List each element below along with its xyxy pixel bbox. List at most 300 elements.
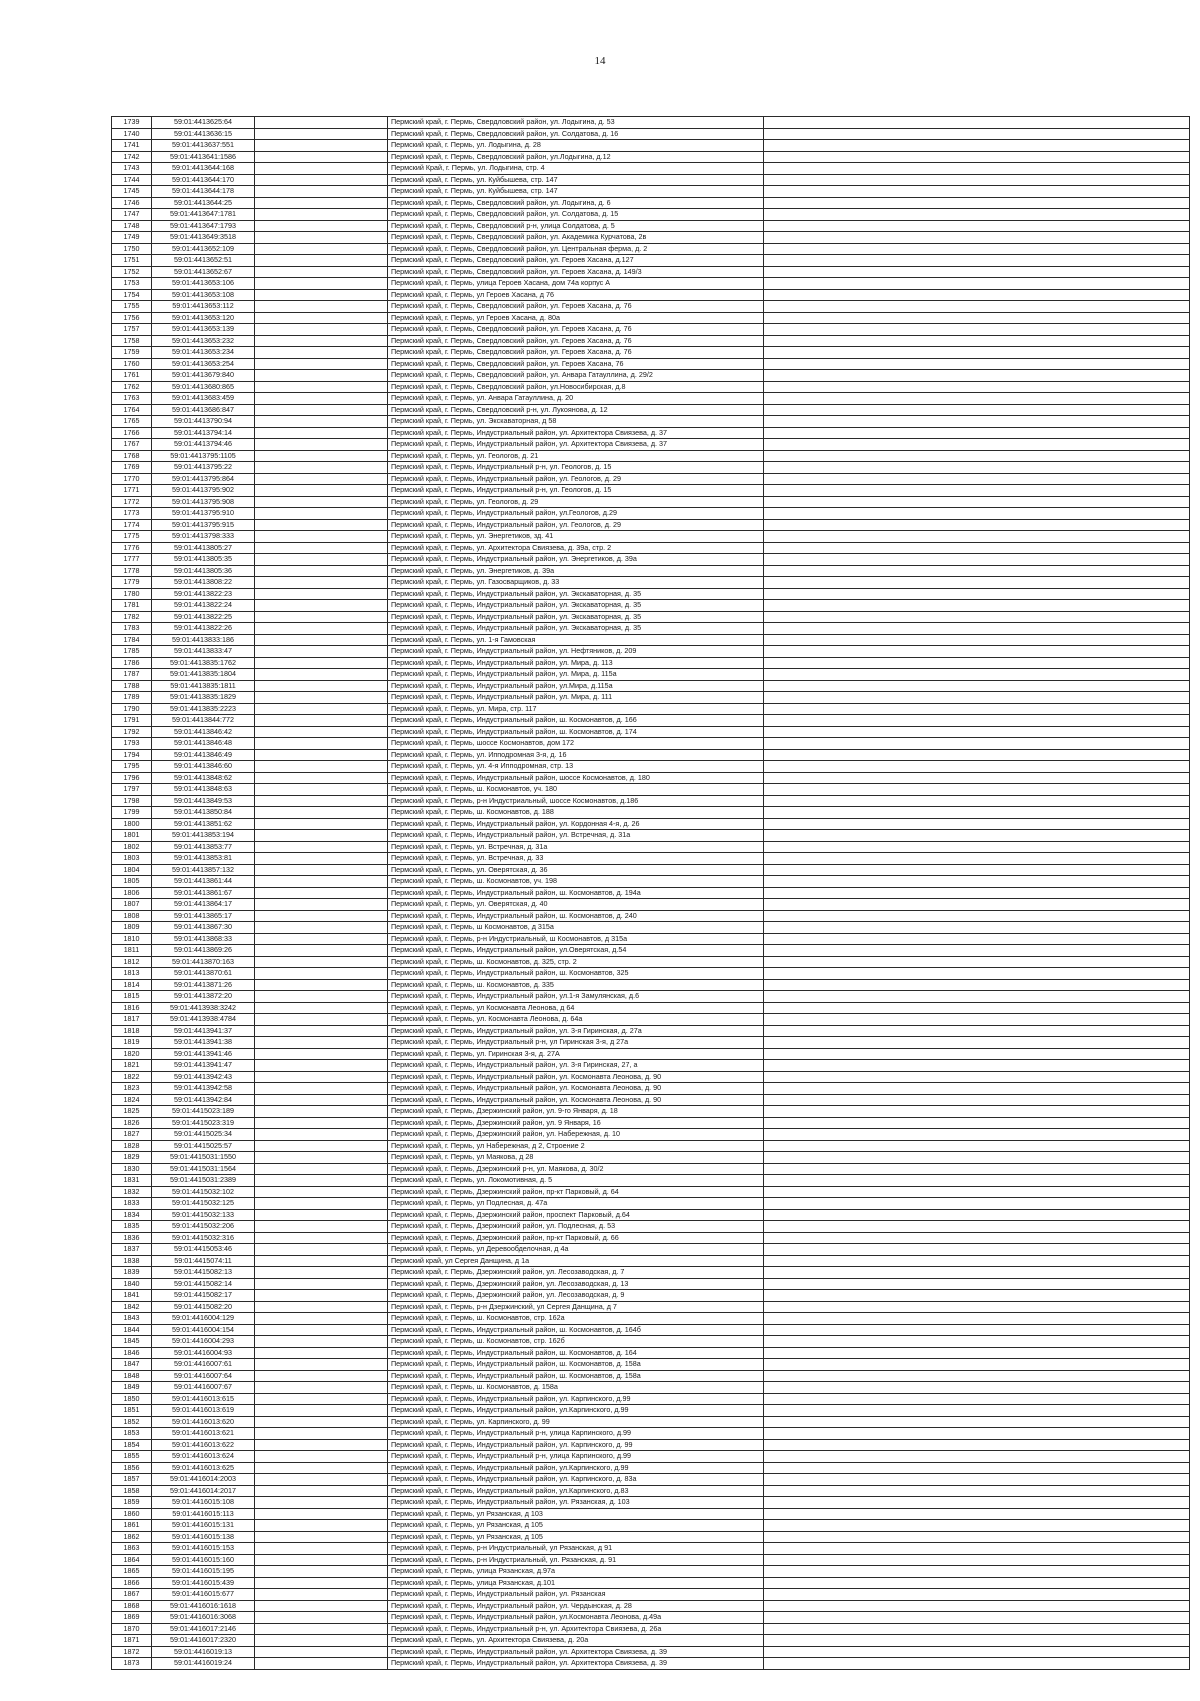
empty-cell: [255, 1439, 388, 1451]
empty-cell: [764, 1554, 1190, 1566]
table-row: [112, 588, 1190, 600]
address: Пермский край, г. Пермь, Индустриальный р-н, улица Карпинского, д.99: [388, 1428, 764, 1440]
address: Пермский край, г. Пермь, улица Героев Хасана, дом 74а корпус А: [388, 278, 764, 290]
address: Пермский край, г. Пермь, ул. Куйбышева, стр. 147: [388, 174, 764, 186]
cadastral-number: 59:01:4413647:1793: [152, 220, 255, 232]
table-row: [112, 795, 1190, 807]
table-row: [112, 335, 1190, 347]
table-row: [112, 899, 1190, 911]
row-number: 1778: [112, 565, 152, 577]
row-number: 1802: [112, 841, 152, 853]
row-number: 1848: [112, 1370, 152, 1382]
empty-cell: [255, 1474, 388, 1486]
row-number: 1829: [112, 1152, 152, 1164]
empty-cell: [764, 1106, 1190, 1118]
cadastral-number: 59:01:4415074:11: [152, 1255, 255, 1267]
cadastral-number: 59:01:4413850:84: [152, 807, 255, 819]
cadastral-number: 59:01:4416007:67: [152, 1382, 255, 1394]
table-row: [112, 1543, 1190, 1555]
address: Пермский край, г. Пермь, Индустриальный район, ул. Архитектора Свиязева, д. 37: [388, 439, 764, 451]
cadastral-number: 59:01:4413941:38: [152, 1037, 255, 1049]
address: Пермский край, г. Пермь, Дзержинский район, ул. 9-го Января, д. 18: [388, 1106, 764, 1118]
empty-cell: [764, 1485, 1190, 1497]
address: Пермский край, г. Пермь, Индустриальный район, ул.Мира, д.115а: [388, 680, 764, 692]
cadastral-number: 59:01:4415082:17: [152, 1290, 255, 1302]
cadastral-number: 59:01:4413822:26: [152, 623, 255, 635]
empty-cell: [255, 715, 388, 727]
empty-cell: [764, 1531, 1190, 1543]
empty-cell: [764, 1186, 1190, 1198]
empty-cell: [255, 1221, 388, 1233]
cadastral-number: 59:01:4413833:186: [152, 634, 255, 646]
empty-cell: [255, 370, 388, 382]
empty-cell: [255, 1508, 388, 1520]
row-number: 1832: [112, 1186, 152, 1198]
row-number: 1814: [112, 979, 152, 991]
row-number: 1825: [112, 1106, 152, 1118]
row-number: 1873: [112, 1658, 152, 1670]
table-row: [112, 1589, 1190, 1601]
row-number: 1859: [112, 1497, 152, 1509]
address: Пермский край, г. Пермь, Индустриальный р-н, ул. Архитектора Свиязева, д. 26а: [388, 1623, 764, 1635]
table-row: [112, 1002, 1190, 1014]
row-number: 1847: [112, 1359, 152, 1371]
address: Пермский край, г. Пермь, Индустриальный район, ул. Кордонная 4-я, д. 26: [388, 818, 764, 830]
empty-cell: [255, 140, 388, 152]
cadastral-number: 59:01:4416015:677: [152, 1589, 255, 1601]
address: Пермский край, г. Пермь, Индустриальный район, ш. Космонавтов, д. 164: [388, 1347, 764, 1359]
cadastral-number: 59:01:4413853:81: [152, 853, 255, 865]
table-row: [112, 439, 1190, 451]
cadastral-number: 59:01:4413808:22: [152, 577, 255, 589]
address: Пермский край, г. Пермь, ул. Энергетиков, зд. 41: [388, 531, 764, 543]
cadastral-number: 59:01:4413652:67: [152, 266, 255, 278]
table-row: [112, 1060, 1190, 1072]
empty-cell: [764, 1577, 1190, 1589]
row-number: 1788: [112, 680, 152, 692]
table-row: [112, 922, 1190, 934]
row-number: 1807: [112, 899, 152, 911]
empty-cell: [255, 1083, 388, 1095]
empty-cell: [255, 462, 388, 474]
empty-cell: [255, 565, 388, 577]
address: Пермский край, г. Пермь, Индустриальный район, ул. 3-я Гиринская, 27, а: [388, 1060, 764, 1072]
row-number: 1810: [112, 933, 152, 945]
address: Пермский край, г. Пермь, Индустриальный р-н, улица Карпинского, д.99: [388, 1451, 764, 1463]
cadastral-number: 59:01:4413941:46: [152, 1048, 255, 1060]
empty-cell: [255, 404, 388, 416]
table-row: [112, 381, 1190, 393]
row-number: 1861: [112, 1520, 152, 1532]
address: Пермский край, г. Пермь, Индустриальный район, ул.1-я Замулянская, д.6: [388, 991, 764, 1003]
empty-cell: [255, 1025, 388, 1037]
address: Пермский край, г. Пермь, ул. Ипподромная 3-я, д. 16: [388, 749, 764, 761]
empty-cell: [764, 393, 1190, 405]
table-row: [112, 1152, 1190, 1164]
table-row: [112, 1071, 1190, 1083]
address: Пермский край, г. Пермь, ш. Космонавтов, д. 325, стр. 2: [388, 956, 764, 968]
empty-cell: [255, 209, 388, 221]
empty-cell: [255, 1301, 388, 1313]
empty-cell: [255, 1048, 388, 1060]
address: Пермский край, г. Пермь, Свердловский район, ул. Солдатова, д. 15: [388, 209, 764, 221]
row-number: 1812: [112, 956, 152, 968]
row-number: 1769: [112, 462, 152, 474]
cadastral-number: 59:01:4413865:17: [152, 910, 255, 922]
address: Пермский край, г. Пермь, ул. Оверятская, д. 40: [388, 899, 764, 911]
address: Пермский край, г. Пермь, Индустриальный район, шоссе Космонавтов, д. 180: [388, 772, 764, 784]
cadastral-number: 59:01:4413938:4784: [152, 1014, 255, 1026]
address: Пермский край, г. Пермь, Свердловский район, ул. Героев Хасана, д. 76: [388, 324, 764, 336]
address: Пермский край, г. Пермь, Индустриальный район, ул. Карпинского, д. 99: [388, 1439, 764, 1451]
table-row: [112, 496, 1190, 508]
address: Пермский край, г. Пермь, шоссе Космонавтов, дом 172: [388, 738, 764, 750]
empty-cell: [764, 439, 1190, 451]
empty-cell: [764, 1393, 1190, 1405]
row-number: 1790: [112, 703, 152, 715]
row-number: 1798: [112, 795, 152, 807]
cadastral-number: 59:01:4413870:61: [152, 968, 255, 980]
address: Пермский край, г. Пермь, Свердловский район, ул. Героев Хасана, д. 76: [388, 347, 764, 359]
row-number: 1822: [112, 1071, 152, 1083]
empty-cell: [764, 243, 1190, 255]
row-number: 1863: [112, 1543, 152, 1555]
cadastral-number: 59:01:4413872:20: [152, 991, 255, 1003]
cadastral-number: 59:01:4413822:23: [152, 588, 255, 600]
property-registry-table: [111, 116, 1190, 1670]
empty-cell: [255, 1462, 388, 1474]
table-row: [112, 692, 1190, 704]
empty-cell: [764, 324, 1190, 336]
empty-cell: [255, 381, 388, 393]
address: Пермский край, г. Пермь, Индустриальный р-н, ул. Геологов, д. 15: [388, 485, 764, 497]
empty-cell: [764, 117, 1190, 129]
row-number: 1744: [112, 174, 152, 186]
cadastral-number: 59:01:4413864:17: [152, 899, 255, 911]
empty-cell: [255, 623, 388, 635]
empty-cell: [255, 680, 388, 692]
table-row: [112, 1531, 1190, 1543]
empty-cell: [255, 393, 388, 405]
row-number: 1791: [112, 715, 152, 727]
cadastral-number: 59:01:4416013:622: [152, 1439, 255, 1451]
row-number: 1805: [112, 876, 152, 888]
table-row: [112, 1094, 1190, 1106]
cadastral-number: 59:01:4415032:125: [152, 1198, 255, 1210]
table-row: [112, 462, 1190, 474]
table-row: [112, 1301, 1190, 1313]
row-number: 1772: [112, 496, 152, 508]
address: Пермский край, г. Пермь, Индустриальный район, ш. Космонавтов, д. 166: [388, 715, 764, 727]
table-row: [112, 818, 1190, 830]
empty-cell: [255, 956, 388, 968]
address: Пермский край, г. Пермь, р-н Дзержинский, ул Сергея Данщина, д 7: [388, 1301, 764, 1313]
table-row: [112, 611, 1190, 623]
empty-cell: [255, 117, 388, 129]
empty-cell: [764, 1175, 1190, 1187]
row-number: 1839: [112, 1267, 152, 1279]
cadastral-number: 59:01:4413835:1762: [152, 657, 255, 669]
empty-cell: [764, 140, 1190, 152]
address: Пермский край, г. Пермь, Свердловский район, ул. Центральная ферма, д. 2: [388, 243, 764, 255]
cadastral-number: 59:01:4413848:62: [152, 772, 255, 784]
address: Пермский край, г. Пермь, Свердловский район, ул.Новосибирская, д.8: [388, 381, 764, 393]
table-row: [112, 1186, 1190, 1198]
empty-cell: [255, 1037, 388, 1049]
table-row: [112, 1255, 1190, 1267]
empty-cell: [764, 646, 1190, 658]
empty-cell: [764, 818, 1190, 830]
row-number: 1819: [112, 1037, 152, 1049]
empty-cell: [764, 1267, 1190, 1279]
empty-cell: [255, 220, 388, 232]
cadastral-number: 59:01:4413942:58: [152, 1083, 255, 1095]
address: Пермский край, г. Пермь, Индустриальный район, ул.Карпинского, д.99: [388, 1405, 764, 1417]
row-number: 1777: [112, 554, 152, 566]
empty-cell: [764, 876, 1190, 888]
empty-cell: [764, 577, 1190, 589]
row-number: 1745: [112, 186, 152, 198]
empty-cell: [255, 1117, 388, 1129]
empty-cell: [764, 956, 1190, 968]
cadastral-number: 59:01:4415053:46: [152, 1244, 255, 1256]
empty-cell: [255, 1347, 388, 1359]
empty-cell: [255, 703, 388, 715]
cadastral-number: 59:01:4413869:26: [152, 945, 255, 957]
address: Пермский край, г. Пермь, ш. Космонавтов, д. 335: [388, 979, 764, 991]
address: Пермский край, г. Пермь, Свердловский район, ул. Героев Хасана, д. 76: [388, 301, 764, 313]
address: Пермский край, г. Пермь, Индустриальный район, ул. Экскаваторная, д. 35: [388, 611, 764, 623]
cadastral-number: 59:01:4413805:36: [152, 565, 255, 577]
empty-cell: [255, 634, 388, 646]
address: Пермский край, г. Пермь, ул. Встречная, д. 33: [388, 853, 764, 865]
row-number: 1748: [112, 220, 152, 232]
address: Пермский край, г. Пермь, Индустриальный район, ул.Карпинского, д.99: [388, 1462, 764, 1474]
empty-cell: [764, 1209, 1190, 1221]
cadastral-number: 59:01:4416004:93: [152, 1347, 255, 1359]
row-number: 1817: [112, 1014, 152, 1026]
row-number: 1764: [112, 404, 152, 416]
cadastral-number: 59:01:4415082:13: [152, 1267, 255, 1279]
table-row: [112, 1382, 1190, 1394]
cadastral-number: 59:01:4413795:915: [152, 519, 255, 531]
empty-cell: [764, 128, 1190, 140]
address: Пермский край, г. Пермь, ул Героев Хасана, д. 80а: [388, 312, 764, 324]
row-number: 1820: [112, 1048, 152, 1060]
empty-cell: [255, 1244, 388, 1256]
address: Пермский край, ул Сергея Данщина, д 1а: [388, 1255, 764, 1267]
address: Пермский край, г. Пермь, Свердловский район, ул. Анвара Гатауллина, д. 29/2: [388, 370, 764, 382]
empty-cell: [255, 1290, 388, 1302]
address: Пермский край, г. Пермь, Дзержинский район, ул. 9 Января, 16: [388, 1117, 764, 1129]
empty-cell: [255, 864, 388, 876]
table-row: [112, 1014, 1190, 1026]
row-number: 1771: [112, 485, 152, 497]
empty-cell: [255, 1451, 388, 1463]
table-row: [112, 784, 1190, 796]
empty-cell: [255, 1094, 388, 1106]
empty-cell: [764, 473, 1190, 485]
address: Пермский край, г. Пермь, Индустриальный район, ул.Оверятская, д.54: [388, 945, 764, 957]
address: Пермский край, г. Пермь, ул. Экскаваторная, д 58: [388, 416, 764, 428]
address: Пермский край, г. Пермь, Индустриальный район, ул. Карпинского, д. 83а: [388, 1474, 764, 1486]
address: Пермский край, г. Пермь, Свердловский район, ул. Лодыгина, д. 6: [388, 197, 764, 209]
empty-cell: [764, 887, 1190, 899]
empty-cell: [255, 1313, 388, 1325]
empty-cell: [764, 427, 1190, 439]
cadastral-number: 59:01:4413853:77: [152, 841, 255, 853]
address: Пермский край, г. Пермь, Индустриальный район, ул. Мира, д. 113: [388, 657, 764, 669]
address: Пермский край, г. Пермь, Индустриальный район, ш. Космонавтов, д. 164б: [388, 1324, 764, 1336]
row-number: 1815: [112, 991, 152, 1003]
cadastral-number: 59:01:4416014:2017: [152, 1485, 255, 1497]
table-row: [112, 1600, 1190, 1612]
empty-cell: [764, 933, 1190, 945]
table-row: [112, 128, 1190, 140]
address: Пермский край, г. Пермь, Индустриальный район, ул. Рязанская, д. 103: [388, 1497, 764, 1509]
cadastral-number: 59:01:4413846:48: [152, 738, 255, 750]
empty-cell: [255, 151, 388, 163]
empty-cell: [764, 301, 1190, 313]
table-row: [112, 531, 1190, 543]
row-number: 1792: [112, 726, 152, 738]
table-row: [112, 830, 1190, 842]
address: Пермский край, г. Пермь, ул. Архитектора Свиязева, д. 39а, стр. 2: [388, 542, 764, 554]
row-number: 1827: [112, 1129, 152, 1141]
empty-cell: [255, 933, 388, 945]
table-row: [112, 1554, 1190, 1566]
empty-cell: [255, 1060, 388, 1072]
empty-cell: [764, 1382, 1190, 1394]
row-number: 1837: [112, 1244, 152, 1256]
address: Пермский край, г. Пермь, Дзержинский район, ул. Подлесная, д. 53: [388, 1221, 764, 1233]
cadastral-number: 59:01:4413857:132: [152, 864, 255, 876]
address: Пермский край, г. Пермь, Индустриальный район, ул. Экскаваторная, д. 35: [388, 623, 764, 635]
address: Пермский край, г. Пермь, Дзержинский район, пр-кт Парковый, д. 64: [388, 1186, 764, 1198]
empty-cell: [764, 485, 1190, 497]
empty-cell: [764, 1025, 1190, 1037]
empty-cell: [764, 1635, 1190, 1647]
cadastral-number: 59:01:4413835:1811: [152, 680, 255, 692]
cadastral-number: 59:01:4416017:2146: [152, 1623, 255, 1635]
empty-cell: [764, 1589, 1190, 1601]
empty-cell: [255, 646, 388, 658]
empty-cell: [764, 531, 1190, 543]
row-number: 1816: [112, 1002, 152, 1014]
row-number: 1799: [112, 807, 152, 819]
table-row: [112, 703, 1190, 715]
table-row: [112, 634, 1190, 646]
empty-cell: [255, 1428, 388, 1440]
cadastral-number: 59:01:4413938:3242: [152, 1002, 255, 1014]
empty-cell: [255, 979, 388, 991]
cadastral-number: 59:01:4413652:51: [152, 255, 255, 267]
address: Пермский край, г. Пермь, Индустриальный район, ул. Экскаваторная, д. 35: [388, 600, 764, 612]
cadastral-number: 59:01:4413871:26: [152, 979, 255, 991]
empty-cell: [255, 1554, 388, 1566]
table-row: [112, 968, 1190, 980]
empty-cell: [764, 1198, 1190, 1210]
cadastral-number: 59:01:4413653:106: [152, 278, 255, 290]
cadastral-number: 59:01:4413636:15: [152, 128, 255, 140]
row-number: 1750: [112, 243, 152, 255]
cadastral-number: 59:01:4416015:195: [152, 1566, 255, 1578]
address: Пермский край, г. Пермь, Индустриальный район, ул. Чердынская, д. 28: [388, 1600, 764, 1612]
table-row: [112, 646, 1190, 658]
empty-cell: [764, 634, 1190, 646]
empty-cell: [764, 542, 1190, 554]
table-row: [112, 1508, 1190, 1520]
address: Пермский край, г. Пермь, Дзержинский район, ул. Набережная, д. 10: [388, 1129, 764, 1141]
row-number: 1796: [112, 772, 152, 784]
cadastral-number: 59:01:4413795:910: [152, 508, 255, 520]
table-row: [112, 347, 1190, 359]
row-number: 1751: [112, 255, 152, 267]
row-number: 1775: [112, 531, 152, 543]
cadastral-number: 59:01:4413794:14: [152, 427, 255, 439]
empty-cell: [764, 1301, 1190, 1313]
address: Пермский край, г. Пермь, Индустриальный район, ул. Энергетиков, д. 39а: [388, 554, 764, 566]
empty-cell: [255, 1416, 388, 1428]
empty-cell: [764, 1163, 1190, 1175]
cadastral-number: 59:01:4413822:25: [152, 611, 255, 623]
empty-cell: [764, 565, 1190, 577]
address: Пермский край, г. Пермь, Индустриальный район, ул. Космонавта Леонова, д. 90: [388, 1083, 764, 1095]
empty-cell: [255, 784, 388, 796]
table-row: [112, 1451, 1190, 1463]
empty-cell: [255, 542, 388, 554]
empty-cell: [255, 1186, 388, 1198]
table-row: [112, 542, 1190, 554]
cadastral-number: 59:01:4416016:1618: [152, 1600, 255, 1612]
address: Пермский край, г. Пермь, Индустриальный р-н, ул. Геологов, д. 15: [388, 462, 764, 474]
row-number: 1770: [112, 473, 152, 485]
empty-cell: [255, 1209, 388, 1221]
empty-cell: [255, 1485, 388, 1497]
empty-cell: [255, 795, 388, 807]
row-number: 1818: [112, 1025, 152, 1037]
row-number: 1868: [112, 1600, 152, 1612]
empty-cell: [764, 278, 1190, 290]
cadastral-number: 59:01:4413790:94: [152, 416, 255, 428]
row-number: 1757: [112, 324, 152, 336]
address: Пермский край, г. Пермь, Индустриальный район, ул.Космонавта Леонова, д.49а: [388, 1612, 764, 1624]
empty-cell: [255, 508, 388, 520]
table-row: [112, 278, 1190, 290]
address: Пермский край, г. Пермь, ул Рязанская, д 103: [388, 1508, 764, 1520]
address: Пермский край, г. Пермь, ш. Космонавтов, стр. 162а: [388, 1313, 764, 1325]
empty-cell: [764, 715, 1190, 727]
empty-cell: [255, 289, 388, 301]
row-number: 1869: [112, 1612, 152, 1624]
empty-cell: [764, 416, 1190, 428]
empty-cell: [255, 772, 388, 784]
empty-cell: [764, 554, 1190, 566]
empty-cell: [764, 1439, 1190, 1451]
row-number: 1761: [112, 370, 152, 382]
cadastral-number: 59:01:4413653:254: [152, 358, 255, 370]
cadastral-number: 59:01:4413798:333: [152, 531, 255, 543]
empty-cell: [764, 680, 1190, 692]
empty-cell: [255, 1646, 388, 1658]
cadastral-number: 59:01:4413653:234: [152, 347, 255, 359]
table-row: [112, 1485, 1190, 1497]
row-number: 1783: [112, 623, 152, 635]
table-row: [112, 933, 1190, 945]
cadastral-number: 59:01:4413679:840: [152, 370, 255, 382]
empty-cell: [255, 1600, 388, 1612]
empty-cell: [764, 1497, 1190, 1509]
